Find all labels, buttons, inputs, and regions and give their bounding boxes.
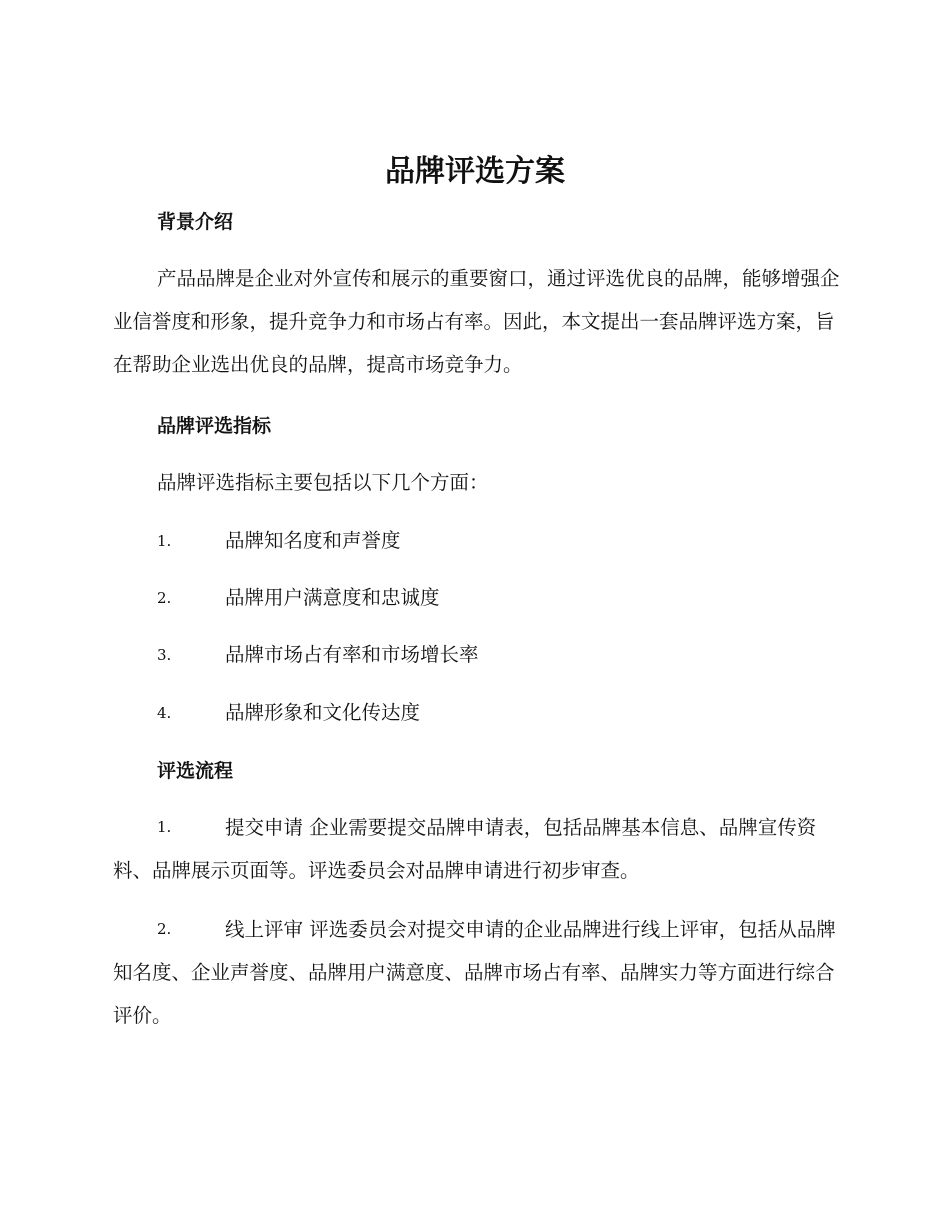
criteria-item-text: 品牌用户满意度和忠诚度 [225,586,440,609]
criteria-item-text: 品牌形象和文化传达度 [225,701,421,724]
criteria-item-text: 品牌市场占有率和市场增长率 [225,643,479,666]
background-paragraph: 产品品牌是企业对外宣传和展示的重要窗口，通过评选优良的品牌，能够增强企业信誉度和形象，提升竞争力和市场占有率。因此，本文提出一套品牌评选方案，旨在帮助企业选出优良的品牌，提高市场竞争力。 [113,267,840,376]
section-heading-background: 背景介绍 [157,211,234,233]
criteria-intro: 品牌评选指标主要包括以下几个方面： [157,471,489,494]
process-item-text: 线上评审 评选委员会对提交申请的企业品牌进行线上评审，包括从品牌知名度、企业声誉度、品牌用户满意度、品牌市场占有率、品牌实力等方面进行综合评价。 [113,918,836,1027]
criteria-item-number: 4. [157,704,172,722]
section-heading-criteria: 品牌评选指标 [157,415,272,437]
process-item-text: 提交申请 企业需要提交品牌申请表，包括品牌基本信息、品牌宣传资料、品牌展示页面等。评选委员会对品牌申请进行初步审查。 [113,816,817,882]
process-item-number: 2. [157,920,172,938]
document-title: 品牌评选方案 [385,154,565,189]
criteria-item-number: 3. [157,646,172,664]
criteria-item-number: 1. [157,532,172,550]
criteria-item-number: 2. [157,589,172,607]
section-heading-process: 评选流程 [157,760,234,782]
process-item-number: 1. [157,818,172,836]
criteria-item-text: 品牌知名度和声誉度 [225,529,401,552]
